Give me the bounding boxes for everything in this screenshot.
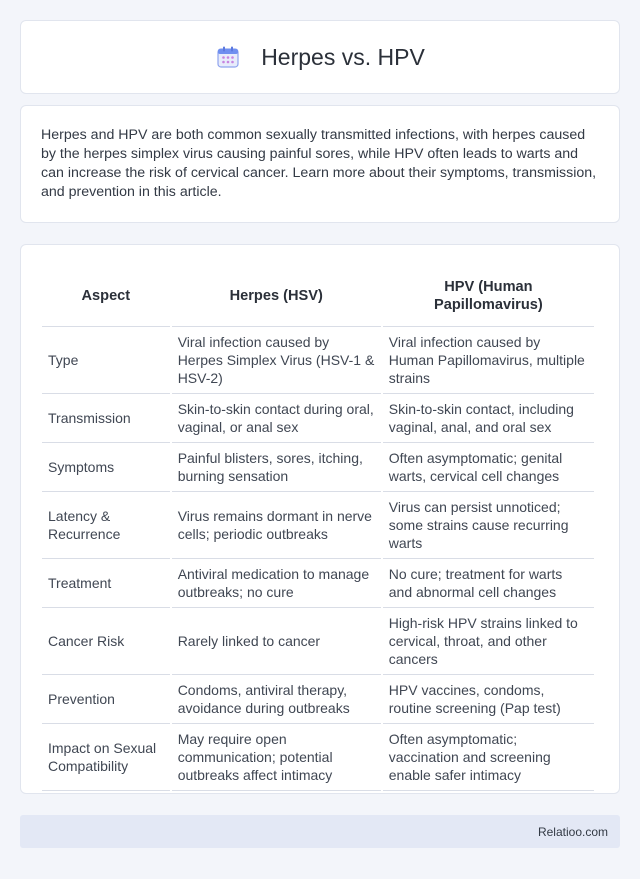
page-title: Herpes vs. HPV [261,43,425,70]
aspect-cell: Latency & Recurrence [42,492,170,559]
hpv-cell: HPV vaccines, condoms, routine screening (Pap test) [383,675,594,724]
comparison-card [20,244,620,794]
table-row [42,608,594,675]
aspect-cell: Impact on Sexual Compatibility [42,724,170,791]
footer [20,815,620,848]
herpes-cell: Condoms, antiviral therapy, avoidance during outbreaks [172,675,381,724]
column-header-hpv: HPV (Human Papillomavirus) [383,265,594,327]
herpes-cell: May require open communication; potential outbreaks affect intimacy [172,724,381,791]
table-row [42,492,594,559]
aspect-cell: Type [42,327,170,394]
table-row [42,724,594,791]
herpes-cell: Antiviral medication to manage outbreaks; no cure [172,559,381,608]
hpv-cell: Viral infection caused by Human Papillomavirus, multiple strains [383,327,594,394]
herpes-cell: Virus remains dormant in nerve cells; periodic outbreaks [172,492,381,559]
herpes-cell: Skin-to-skin contact during oral, vaginal, or anal sex [172,394,381,443]
intro-text: Herpes and HPV are both common sexually transmitted infections, with herpes caused by the herpes simplex virus causing painful sores, while HPV often leads to warts and can increase the risk of cervical cancer. Learn more about their symptoms, transmission, and prevention in this article. [41,127,597,200]
hpv-cell: High-risk HPV strains linked to cervical, throat, and other cancers [383,608,594,675]
table-row [42,443,594,492]
hpv-cell: Often asymptomatic; genital warts, cervical cell changes [383,443,594,492]
aspect-cell: Transmission [42,394,170,443]
hpv-cell: Virus can persist unnoticed; some strains cause recurring warts [383,492,594,559]
aspect-cell: Treatment [42,559,170,608]
herpes-cell: Painful blisters, sores, itching, burning sensation [172,443,381,492]
table-row [42,559,594,608]
hpv-cell: Often asymptomatic; vaccination and screening enable safer intimacy [383,724,594,791]
table-row [42,675,594,724]
column-header-aspect: Aspect [42,265,170,327]
hpv-cell: Skin-to-skin contact, including vaginal, anal, and oral sex [383,394,594,443]
footer-brand[interactable]: Relatioo.com [537,824,608,839]
table-header-row [42,265,594,327]
comparison-table [40,265,596,791]
table-row [42,327,594,394]
column-header-herpes: Herpes (HSV) [172,265,381,327]
table-row [42,394,594,443]
aspect-cell: Symptoms [42,443,170,492]
aspect-cell: Cancer Risk [42,608,170,675]
title-card [20,20,620,94]
hpv-cell: No cure; treatment for warts and abnormal cell changes [383,559,594,608]
herpes-cell: Rarely linked to cancer [172,608,381,675]
aspect-cell: Prevention [42,675,170,724]
calendar-icon [215,44,241,70]
herpes-cell: Viral infection caused by Herpes Simplex Virus (HSV-1 & HSV-2) [172,327,381,394]
intro-card [20,105,620,223]
